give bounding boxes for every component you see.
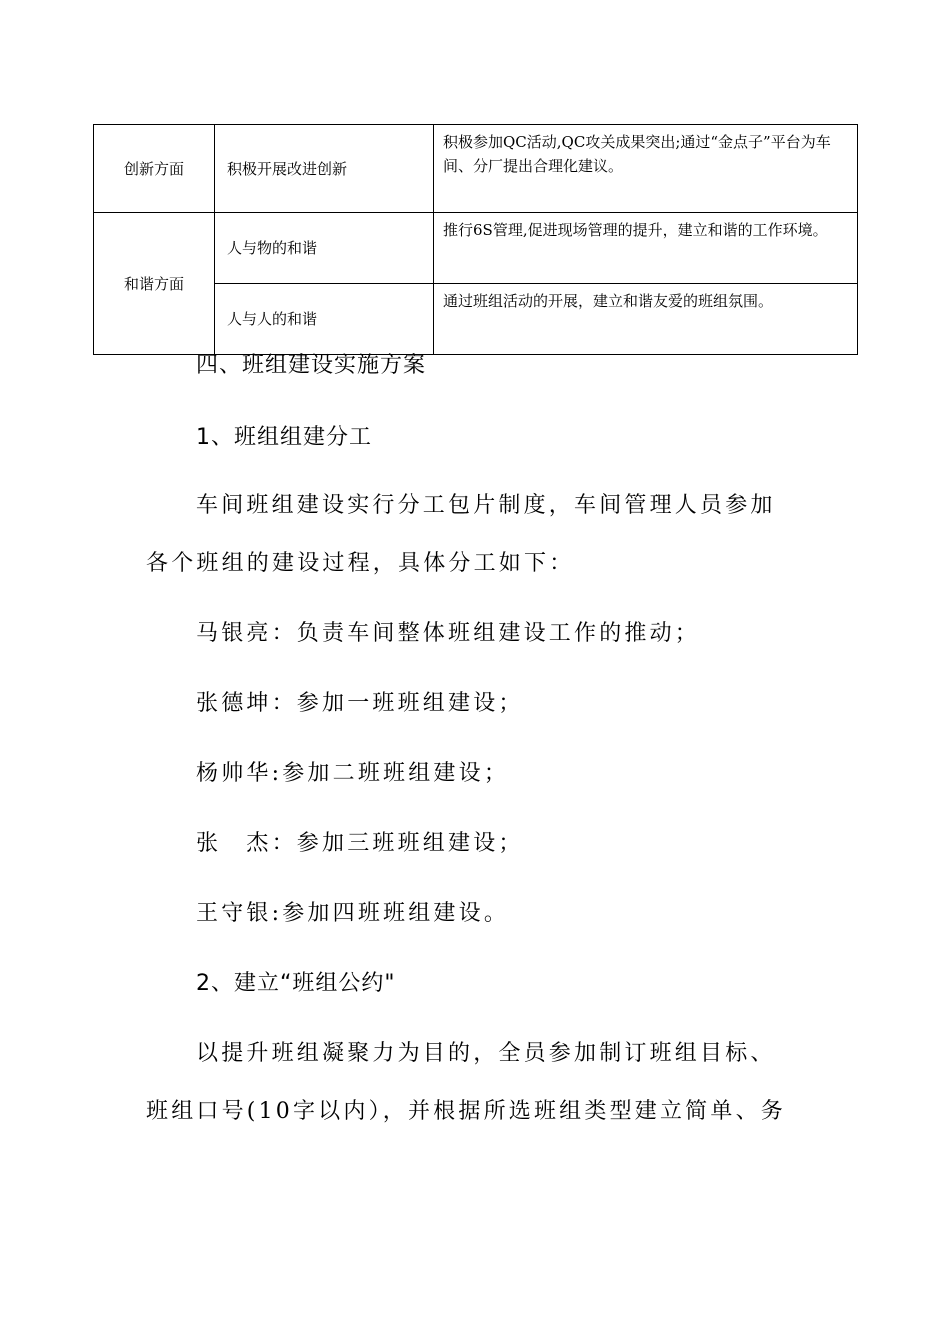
paragraph-line: 各个班组的建设过程，具体分工如下： bbox=[146, 551, 575, 576]
description-cell: 通过班组活动的开展，建立和谐友爱的班组氛围。 bbox=[434, 284, 858, 355]
description-cell: 推行6S管理,促进现场管理的提升，建立和谐的工作环境。 bbox=[434, 213, 858, 284]
subsection-heading: 2、建立“班组公约" bbox=[196, 971, 396, 996]
item-cell: 积极开展改进创新 bbox=[215, 125, 434, 213]
standards-table bbox=[93, 124, 858, 355]
subsection-heading: 1、班组组建分工 bbox=[196, 425, 372, 450]
item-cell: 人与物的和谐 bbox=[215, 213, 434, 284]
assignment-line: 马银亮：负责车间整体班组建设工作的推动； bbox=[196, 621, 701, 646]
paragraph-line: 以提升班组凝聚力为目的，全员参加制订班组目标、 bbox=[196, 1041, 776, 1066]
assignment-line: 张德坤：参加一班班组建设； bbox=[196, 691, 524, 716]
paragraph-line: 车间班组建设实行分工包片制度，车间管理人员参加 bbox=[196, 493, 776, 518]
table-row bbox=[94, 213, 858, 284]
description-cell: 积极参加QC活动,QC攻关成果突出;通过“金点子”平台为车间、分厂提出合理化建议。 bbox=[434, 125, 858, 213]
section-heading: 四、班组建设实施方案 bbox=[196, 353, 427, 378]
category-cell: 创新方面 bbox=[94, 125, 215, 213]
assignment-line: 王守银:参加四班班组建设。 bbox=[196, 901, 510, 926]
table-row bbox=[94, 125, 858, 213]
assignment-line: 杨帅华:参加二班班组建设； bbox=[196, 761, 510, 786]
paragraph-line: 班组口号(10字以内），并根据所选班组类型建立简单、务 bbox=[146, 1099, 786, 1124]
assignment-line: 张 杰：参加三班班组建设； bbox=[196, 831, 524, 856]
category-cell: 和谐方面 bbox=[94, 213, 215, 355]
item-cell: 人与人的和谐 bbox=[215, 284, 434, 355]
